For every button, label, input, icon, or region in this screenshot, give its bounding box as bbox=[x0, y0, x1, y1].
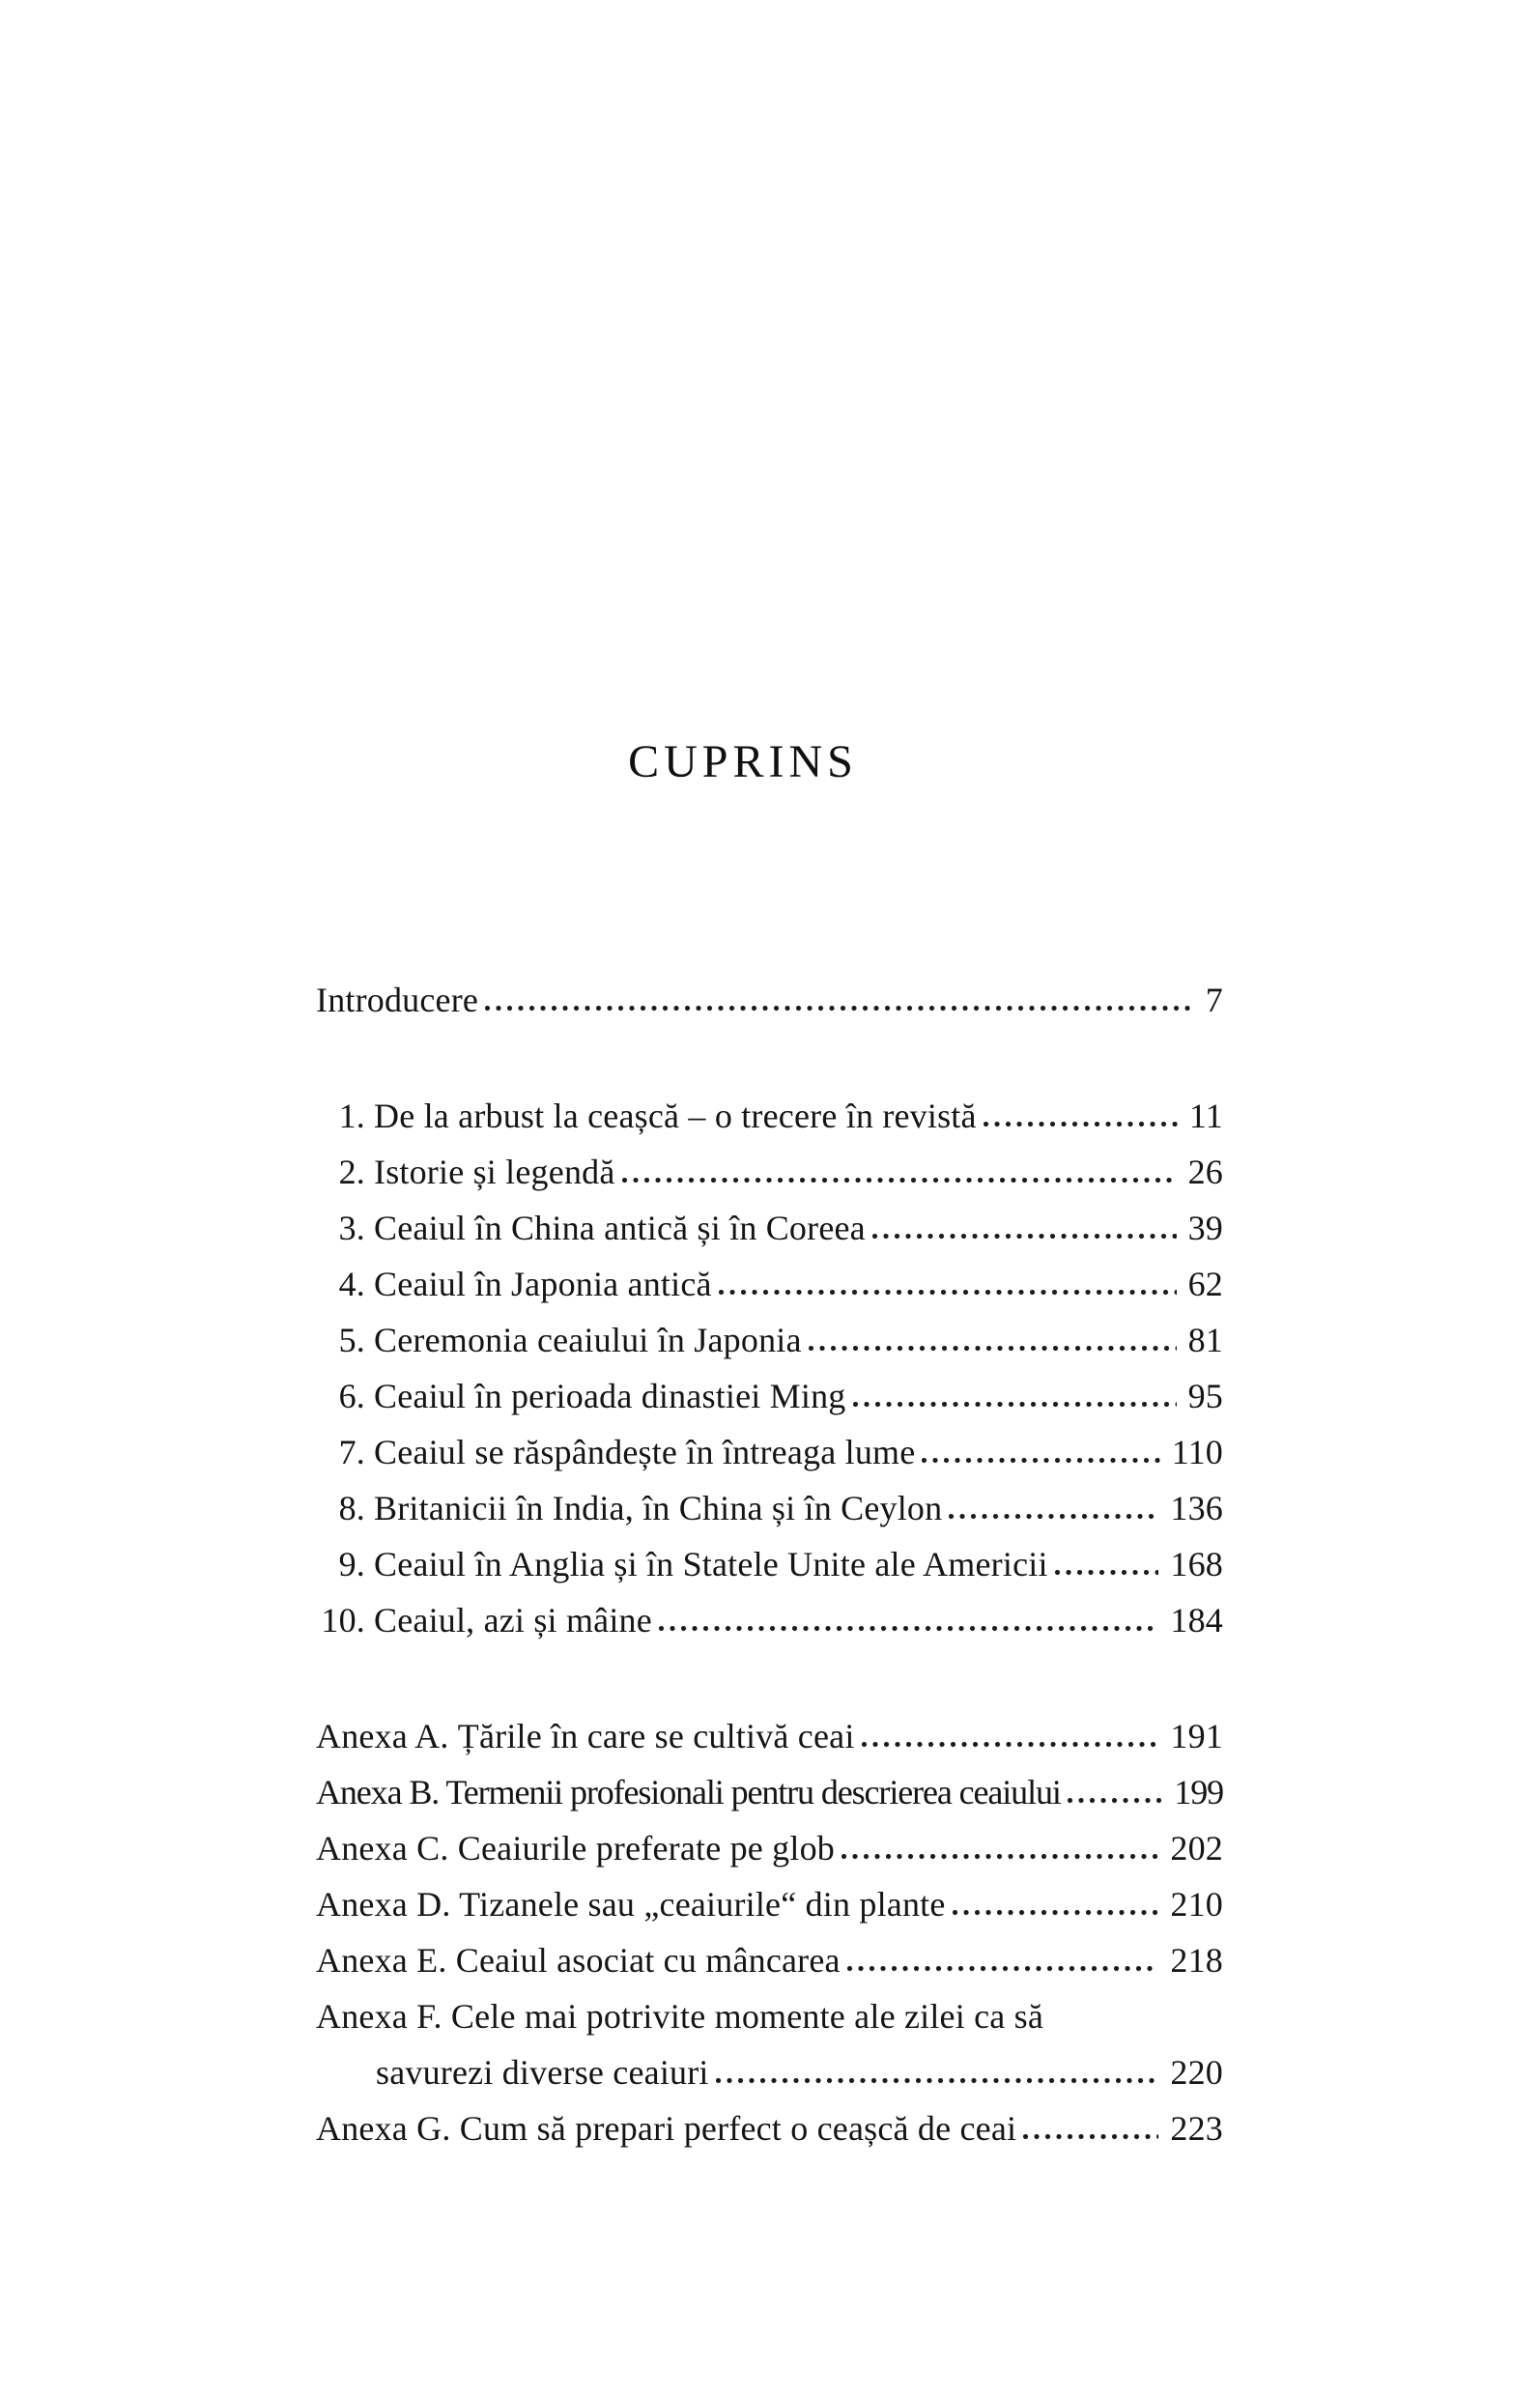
chapter-number: 5. bbox=[338, 1321, 365, 1359]
toc-entry-label: Istorie și legendă bbox=[374, 1153, 615, 1191]
dot-leader bbox=[719, 1290, 1177, 1296]
page-number: 199 bbox=[1174, 1773, 1223, 1811]
page-number: 218 bbox=[1170, 1941, 1223, 1980]
toc-entry-chapter bbox=[316, 1312, 1223, 1368]
toc-entry-label: Anexa E. Ceaiul asociat cu mâncarea bbox=[316, 1941, 841, 1980]
chapter-number: 8. bbox=[338, 1489, 365, 1527]
dot-leader bbox=[809, 1346, 1177, 1352]
dot-leader bbox=[984, 1122, 1178, 1127]
toc-entry-chapter bbox=[316, 1368, 1223, 1424]
toc-entry-intro bbox=[316, 972, 1223, 1028]
chapter-number: 4. bbox=[338, 1265, 365, 1303]
toc-entry-annex bbox=[316, 1820, 1223, 1876]
toc-entry-chapter bbox=[316, 1536, 1223, 1592]
toc-entry-label: Ceaiul în China antică și în Coreea bbox=[374, 1209, 866, 1247]
page-number: 95 bbox=[1187, 1377, 1223, 1415]
toc-entry-label: De la arbust la ceașcă – o trecere în revistă bbox=[374, 1097, 977, 1135]
toc-entry-label: Anexa A. Țările în care se cultivă ceai bbox=[316, 1717, 855, 1755]
toc-entry-chapter bbox=[316, 1480, 1223, 1536]
chapter-number: 7. bbox=[338, 1433, 365, 1471]
toc-entry-annex bbox=[316, 1708, 1223, 1764]
page-number: 191 bbox=[1170, 1717, 1223, 1755]
chapter-number: 2. bbox=[338, 1153, 365, 1191]
toc-entry-label: Ceaiul, azi și mâine bbox=[374, 1601, 652, 1640]
dot-leader bbox=[1068, 1798, 1163, 1804]
toc-entry-annex bbox=[316, 1876, 1223, 1932]
toc-entry-annex bbox=[316, 1932, 1223, 1988]
dot-leader bbox=[485, 1006, 1194, 1012]
dot-leader bbox=[841, 1854, 1158, 1860]
toc-entry-label: Britanicii în India, în China și în Ceylon bbox=[374, 1489, 943, 1527]
toc-entry-annex bbox=[316, 2100, 1223, 2156]
toc-entry-annex bbox=[316, 1764, 1223, 1820]
dot-leader bbox=[1023, 2134, 1158, 2140]
dot-leader bbox=[853, 1402, 1177, 1408]
toc-entry-chapter bbox=[316, 1144, 1223, 1200]
page-title: CUPRINS bbox=[628, 736, 858, 787]
page-number: 202 bbox=[1170, 1829, 1223, 1868]
dot-leader bbox=[872, 1234, 1177, 1240]
dot-leader bbox=[847, 1966, 1159, 1972]
page-number: 168 bbox=[1170, 1545, 1223, 1583]
dot-leader bbox=[1055, 1570, 1159, 1576]
chapter-number: 3. bbox=[338, 1209, 365, 1247]
page-number: 184 bbox=[1170, 1601, 1223, 1640]
chapter-number: 1. bbox=[338, 1097, 365, 1135]
toc-entry-label: Introducere bbox=[316, 981, 479, 1019]
page-number: 136 bbox=[1170, 1489, 1223, 1527]
dot-leader bbox=[716, 2078, 1159, 2084]
page-number: 7 bbox=[1205, 981, 1223, 1019]
chapter-number: 6. bbox=[338, 1377, 365, 1415]
dot-leader bbox=[922, 1458, 1159, 1464]
toc-entry-annex-continuation bbox=[316, 2044, 1223, 2100]
toc-entry-label: Anexa F. Cele mai potrivite momente ale zilei ca să bbox=[316, 1997, 1044, 2036]
toc-entry-chapter bbox=[316, 1256, 1223, 1312]
toc-entry-annex bbox=[316, 1988, 1223, 2044]
toc-entry-label: Ceaiul în Japonia antică bbox=[374, 1265, 712, 1303]
page-number: 62 bbox=[1187, 1265, 1223, 1303]
dot-leader bbox=[622, 1178, 1177, 1184]
toc-entry-label: Ceaiul în perioada dinastiei Ming bbox=[374, 1377, 846, 1415]
page-number: 26 bbox=[1187, 1153, 1223, 1191]
toc-entry-label: Anexa C. Ceaiurile preferate pe glob bbox=[316, 1829, 835, 1868]
page-number: 11 bbox=[1188, 1097, 1223, 1135]
toc-entry-label: Ceaiul în Anglia și în Statele Unite ale Americii bbox=[374, 1545, 1048, 1583]
table-of-contents bbox=[316, 972, 1223, 2156]
toc-entry-label: savurezi diverse ceaiuri bbox=[376, 2053, 709, 2092]
toc-entry-label: Anexa G. Cum să prepari perfect o ceașcă de ceai bbox=[316, 2109, 1017, 2148]
page-number: 223 bbox=[1170, 2109, 1223, 2148]
dot-leader bbox=[862, 1742, 1159, 1748]
toc-entry-label: Anexa D. Tizanele sau „ceaiurile“ din plante bbox=[316, 1885, 946, 1924]
page-number: 81 bbox=[1187, 1321, 1223, 1359]
dot-leader bbox=[953, 1910, 1159, 1916]
page-number: 210 bbox=[1170, 1885, 1223, 1924]
toc-entry-chapter bbox=[316, 1088, 1223, 1144]
toc-content bbox=[316, 734, 1223, 2156]
dot-leader bbox=[659, 1626, 1158, 1632]
toc-entry-label: Ceremonia ceaiului în Japonia bbox=[374, 1321, 802, 1359]
toc-entry-chapter bbox=[316, 1592, 1223, 1648]
toc-entry-chapter bbox=[316, 1424, 1223, 1480]
page-number: 39 bbox=[1187, 1209, 1223, 1247]
toc-entry-label: Anexa B. Termenii profesionali pentru descrierea ceaiului bbox=[316, 1773, 1061, 1811]
chapter-number: 10. bbox=[321, 1601, 365, 1640]
page-number: 110 bbox=[1171, 1433, 1223, 1471]
page-number: 220 bbox=[1170, 2053, 1223, 2092]
toc-entry-chapter bbox=[316, 1200, 1223, 1256]
dot-leader bbox=[949, 1514, 1158, 1520]
toc-entry-label: Ceaiul se răspândește în întreaga lume bbox=[374, 1433, 916, 1471]
annex-list bbox=[316, 1708, 1223, 2156]
chapter-list bbox=[316, 1088, 1223, 1648]
chapter-number: 9. bbox=[338, 1545, 365, 1583]
